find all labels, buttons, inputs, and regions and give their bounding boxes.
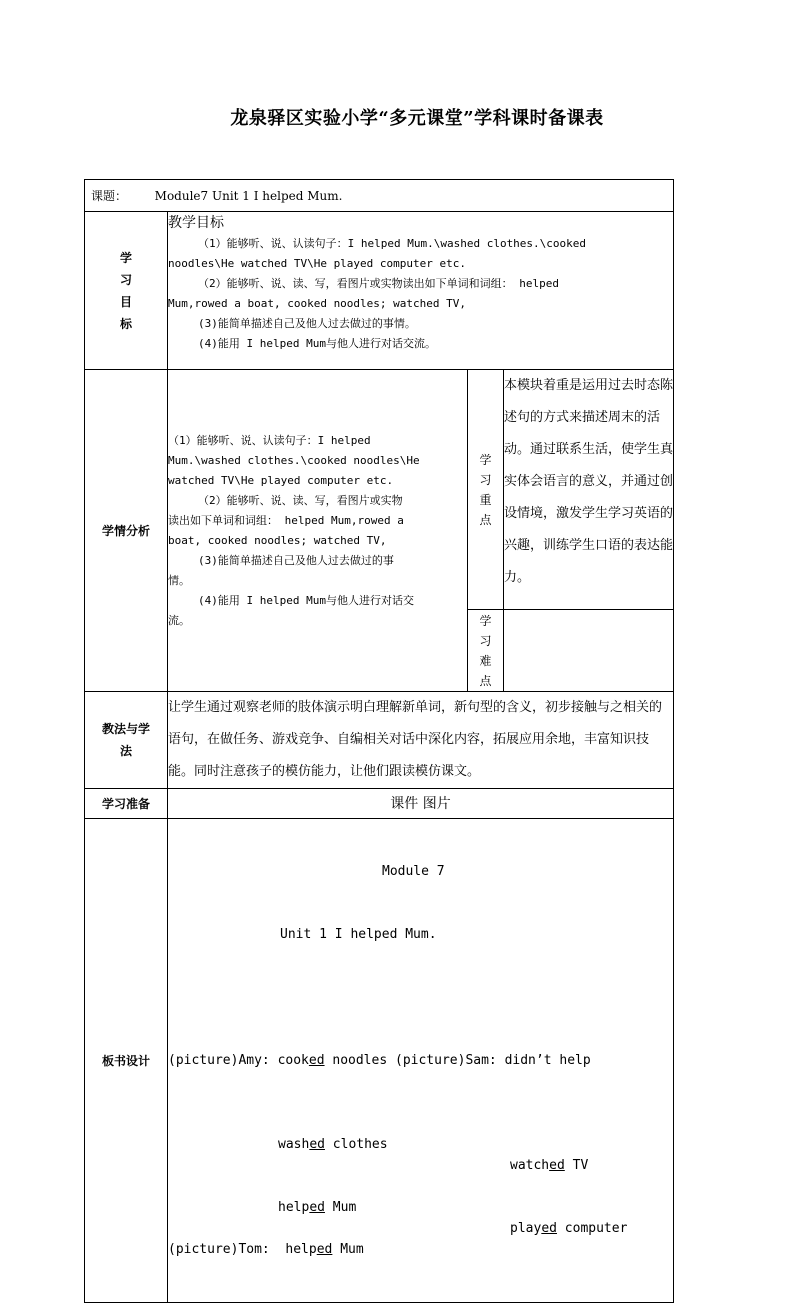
goals-row — [85, 212, 674, 370]
word: cook — [277, 1053, 309, 1068]
goal-2b: Mum,rowed a boat, cooked noodles; watched TV, — [168, 297, 467, 310]
board-line-4 — [168, 1239, 673, 1260]
method-label-line: 教法与学 — [101, 722, 150, 736]
goals-label-char: 学 — [119, 250, 132, 265]
analysis-line: 流。 — [168, 613, 190, 627]
analysis-line: watched TV\He played computer etc. — [168, 473, 394, 487]
prep-row — [85, 789, 674, 819]
suffix: ed — [549, 1158, 565, 1173]
analysis-line: （1）能够听、说、认读句子：I helped — [168, 433, 371, 447]
diff-label-char: 学 — [479, 613, 492, 628]
goals-label-char: 目 — [119, 294, 132, 309]
analysis-content — [168, 370, 468, 692]
word: TV — [564, 1158, 589, 1173]
word: wash — [278, 1137, 310, 1152]
board-label: 板书设计 — [85, 819, 168, 1303]
goals-label-char: 标 — [119, 316, 132, 331]
topic-row — [85, 180, 674, 212]
word: didn’t help — [504, 1053, 591, 1068]
prep-value: 课件 图片 — [168, 789, 674, 819]
key-points-text: 本模块着重是运用过去时态陈述句的方式来描述周末的活动。通过联系生活，使学生真实体会语言的意义，并通过创设情境，激发学生学习英语的兴趣，训练学生口语的表达能力。 — [504, 370, 674, 610]
topic-label: 课题： — [91, 188, 128, 203]
play-phrase — [510, 1218, 627, 1239]
suffix: ed — [309, 1200, 325, 1215]
topic-cell — [85, 180, 674, 212]
analysis-line: (4)能用 I helped Mum与他人进行对话交 — [198, 593, 414, 607]
goals-label-char: 习 — [119, 272, 132, 287]
key-points-label — [468, 370, 504, 610]
key-label-char: 学 — [479, 452, 492, 467]
word: Mum — [332, 1242, 364, 1257]
suffix: ed — [308, 1053, 325, 1068]
diff-label-char: 点 — [479, 673, 492, 688]
key-label-char: 习 — [479, 472, 492, 487]
lesson-plan-table — [84, 179, 674, 1303]
word: help — [285, 1242, 317, 1257]
board-line-1 — [168, 1050, 673, 1071]
key-label-char: 点 — [479, 512, 492, 527]
board-line-3 — [168, 1176, 673, 1236]
difficulty-label — [468, 610, 504, 692]
goal-3: (3)能简单描述自己及他人过去做过的事情。 — [198, 317, 416, 330]
topic-value: Module7 Unit 1 I helped Mum. — [154, 188, 343, 203]
analysis-line: Mum.\washed clothes.\cooked noodles\He — [168, 453, 420, 467]
analysis-line: 情。 — [168, 573, 190, 587]
diff-label-char: 难 — [479, 653, 492, 668]
prep-label: 学习准备 — [85, 789, 168, 819]
page-title: 龙泉驿区实验小学“多元课堂”学科课时备课表 — [230, 108, 604, 129]
word: help — [278, 1200, 310, 1215]
method-label-line: 法 — [119, 744, 132, 758]
board-line-2 — [168, 1113, 673, 1173]
tom-label: (picture)Tom: — [168, 1242, 270, 1257]
analysis-line: boat, cooked noodles; watched TV, — [168, 533, 387, 547]
word: play — [510, 1221, 542, 1236]
diff-label-char: 习 — [479, 633, 492, 648]
method-label — [85, 692, 168, 789]
method-text: 让学生通过观察老师的肢体演示明白理解新单词，新句型的含义，初步接触与之相关的语句，在做任务、游戏竞争、自编相关对话中深化内容，拓展应用余地，丰富知识技能。同时注意孩子的模仿能力，让他们跟读模仿课文。 — [168, 692, 674, 789]
word: computer — [556, 1221, 628, 1236]
help-phrase — [278, 1197, 356, 1218]
board-unit: Unit 1 I helped Mum. — [280, 927, 437, 942]
suffix: ed — [541, 1221, 557, 1236]
amy-label: (picture)Amy: — [168, 1053, 270, 1068]
suffix: ed — [316, 1242, 333, 1257]
analysis-label: 学情分析 — [85, 370, 168, 692]
goal-1b: noodles\He watched TV\He played computer etc. — [168, 257, 467, 270]
method-row — [85, 692, 674, 789]
board-module: Module 7 — [382, 864, 445, 879]
analysis-line: （2）能够听、说、读、写，看图片或实物 — [198, 493, 403, 507]
goal-1a: （1）能够听、说、认读句子：I helped Mum.\washed clothes.\cooked — [198, 237, 587, 250]
board-row — [85, 819, 674, 1303]
word: Mum — [324, 1200, 357, 1215]
goal-4: (4)能用 I helped Mum与他人进行对话交流。 — [198, 337, 436, 350]
board-content — [168, 819, 674, 1303]
word: clothes — [324, 1137, 388, 1152]
analysis-line: (3)能简单描述自己及他人过去做过的事 — [198, 553, 394, 567]
goals-label — [85, 212, 168, 370]
wash-phrase — [278, 1134, 388, 1155]
watch-phrase — [510, 1155, 588, 1176]
word: noodles — [324, 1053, 388, 1068]
word: watch — [510, 1158, 550, 1173]
goals-content — [168, 212, 674, 370]
analysis-row-top — [85, 370, 674, 610]
sam-label: (picture)Sam: — [395, 1053, 497, 1068]
goal-2a: （2）能够听、说、读、写，看图片或实物读出如下单词和词组： helped — [198, 277, 559, 290]
analysis-line: 读出如下单词和词组： helped Mum,rowed a — [168, 513, 404, 527]
suffix: ed — [309, 1137, 325, 1152]
key-label-char: 重 — [479, 492, 492, 507]
difficulty-content — [504, 610, 674, 692]
goals-heading: 教学目标 — [168, 215, 224, 231]
